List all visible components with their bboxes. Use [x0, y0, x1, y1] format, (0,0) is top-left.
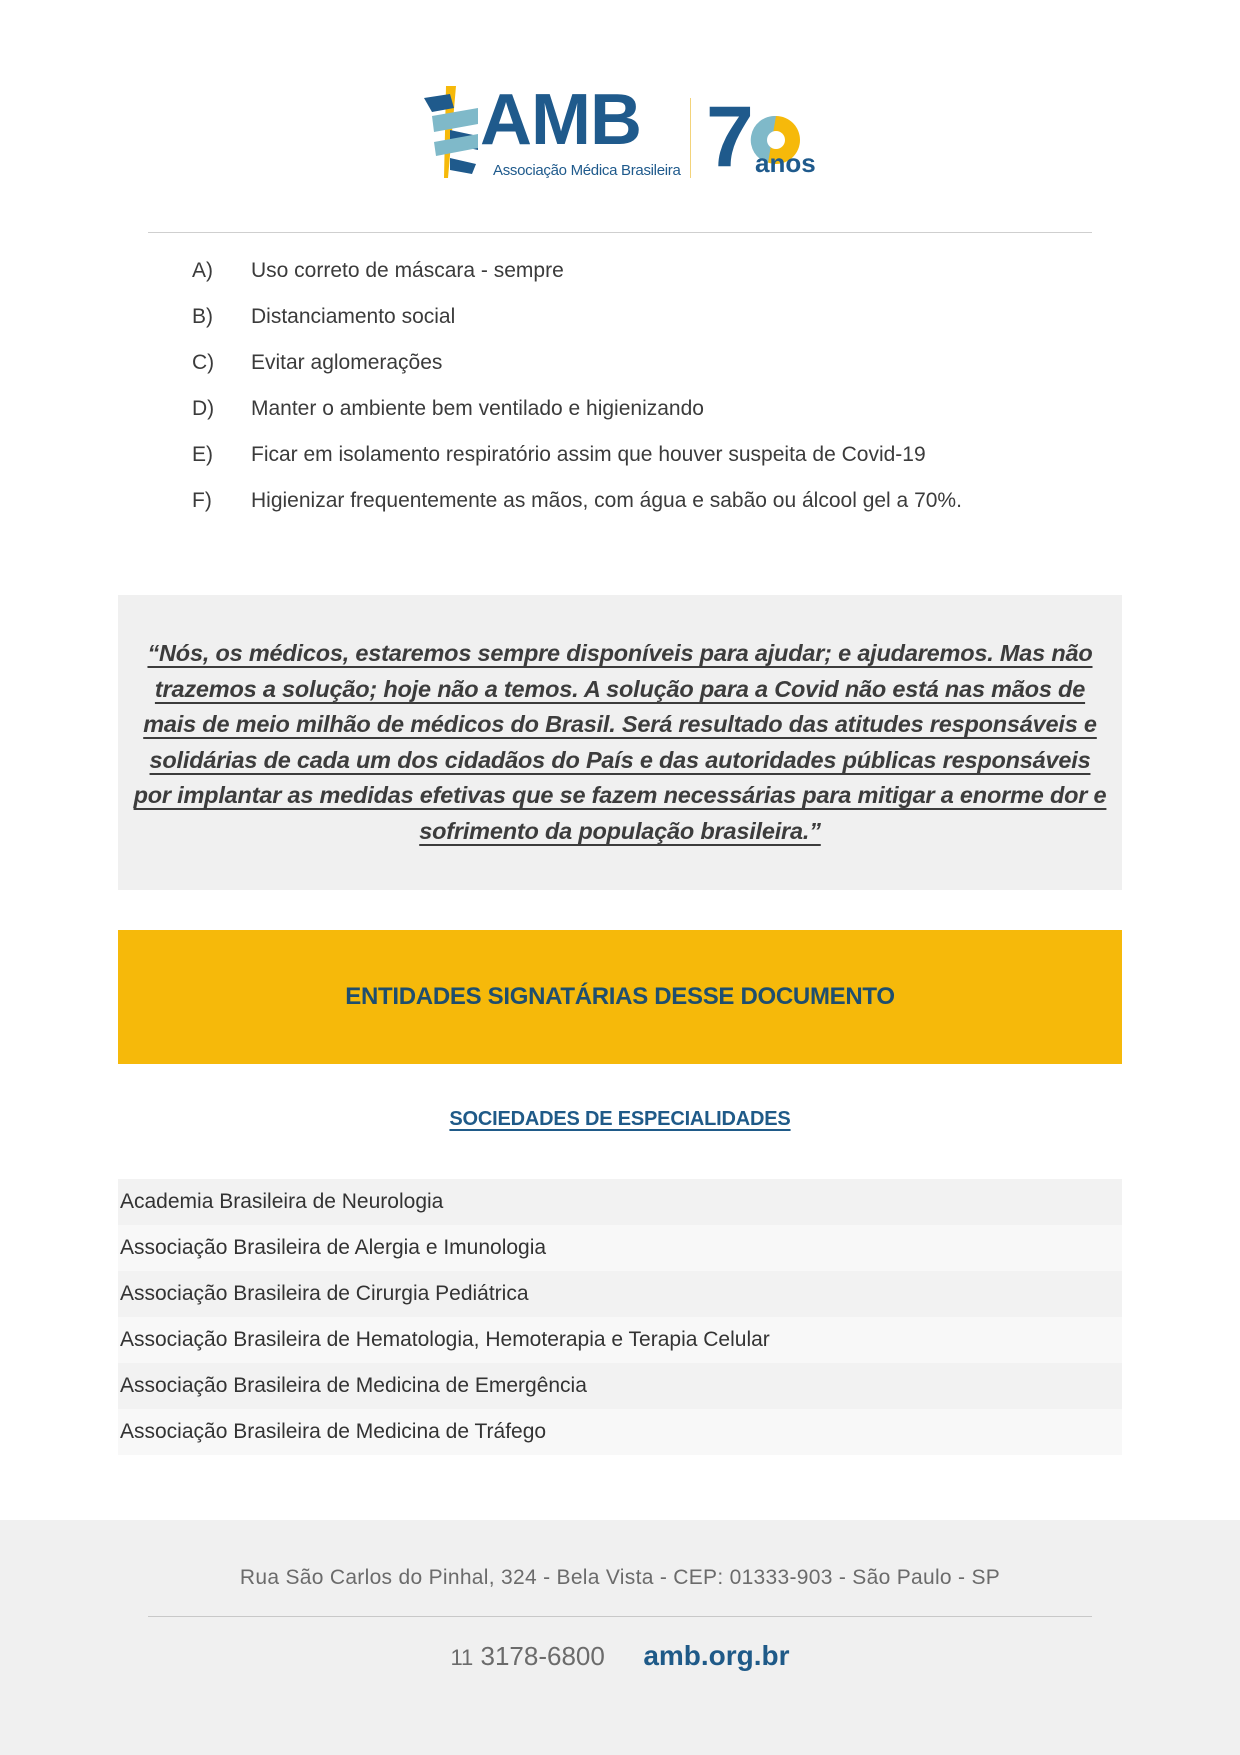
footer-contacts: [0, 1640, 1240, 1672]
list-text: Ficar em isolamento respiratório assim que houver suspeita de Covid-19: [251, 443, 926, 466]
anniversary-word: anos: [755, 148, 816, 178]
quote-text: “Nós, os médicos, estaremos sempre disponíveis para ajudar; e ajudaremos. Mas não trazemos a solução; hoje não a temos. A solução para a Covid não está nas mãos de mais de meio milhão de médicos do Brasil. Será resultado das atitudes responsáveis e solidárias de cada um dos cidadãos do País e das autoridades públicas responsáveis por implantar as medidas efetivas que se fazem necessárias para mitigar a enorme dor e sofrimento da população brasileira.”: [133, 640, 1107, 844]
list-text: Evitar aglomerações: [251, 351, 443, 374]
list-item: [192, 248, 1092, 294]
logo-acronym: AMB: [480, 80, 641, 160]
header-divider: [148, 232, 1092, 233]
footer: [0, 1520, 1240, 1755]
measures-list: [192, 248, 1092, 524]
logo-divider: [690, 98, 691, 178]
list-text: Manter o ambiente bem ventilado e higienizando: [251, 397, 704, 420]
signatories-table: [118, 1179, 1122, 1455]
table-row: Associação Brasileira de Medicina de Tráfego: [118, 1409, 1122, 1455]
footer-divider: [148, 1616, 1092, 1617]
logo-org-name: Associação Médica Brasileira: [493, 162, 681, 179]
table-row: Associação Brasileira de Alergia e Imunologia: [118, 1225, 1122, 1271]
list-item: [192, 478, 1092, 524]
list-marker: E): [192, 443, 213, 466]
list-marker: A): [192, 259, 213, 282]
table-row: Associação Brasileira de Cirurgia Pediátrica: [118, 1271, 1122, 1317]
table-row: Associação Brasileira de Hematologia, Hemoterapia e Terapia Celular: [118, 1317, 1122, 1363]
list-marker: C): [192, 351, 215, 374]
list-text: Higienizar frequentemente as mãos, com água e sabão ou álcool gel a 70%.: [251, 489, 962, 512]
list-text: Distanciamento social: [251, 305, 456, 328]
footer-address: Rua São Carlos do Pinhal, 324 - Bela Vista - CEP: 01333-903 - São Paulo - SP: [239, 1566, 1001, 1589]
list-item: [192, 340, 1092, 386]
list-item: [192, 386, 1092, 432]
list-marker: B): [192, 305, 213, 328]
list-item: [192, 294, 1092, 340]
section-heading: SOCIEDADES DE ESPECIALIDADES: [449, 1108, 791, 1130]
list-marker: D): [192, 397, 215, 420]
list-marker: F): [192, 489, 212, 512]
banner-title: ENTIDADES SIGNATÁRIAS DESSE DOCUMENTO: [345, 983, 895, 1010]
footer-phone: [450, 1641, 604, 1671]
phone-area-code: 11: [450, 1645, 474, 1670]
list-text: Uso correto de máscara - sempre: [251, 259, 564, 282]
list-item: [192, 432, 1092, 478]
anniversary-number: 7: [706, 89, 754, 185]
amb-logo: [420, 78, 820, 188]
signatories-banner: [118, 930, 1122, 1064]
phone-number: 3178-6800: [480, 1641, 605, 1671]
quote-box: [118, 595, 1122, 890]
table-row: Academia Brasileira de Neurologia: [118, 1179, 1122, 1225]
website-link[interactable]: amb.org.br: [643, 1640, 790, 1671]
table-row: Associação Brasileira de Medicina de Emergência: [118, 1363, 1122, 1409]
